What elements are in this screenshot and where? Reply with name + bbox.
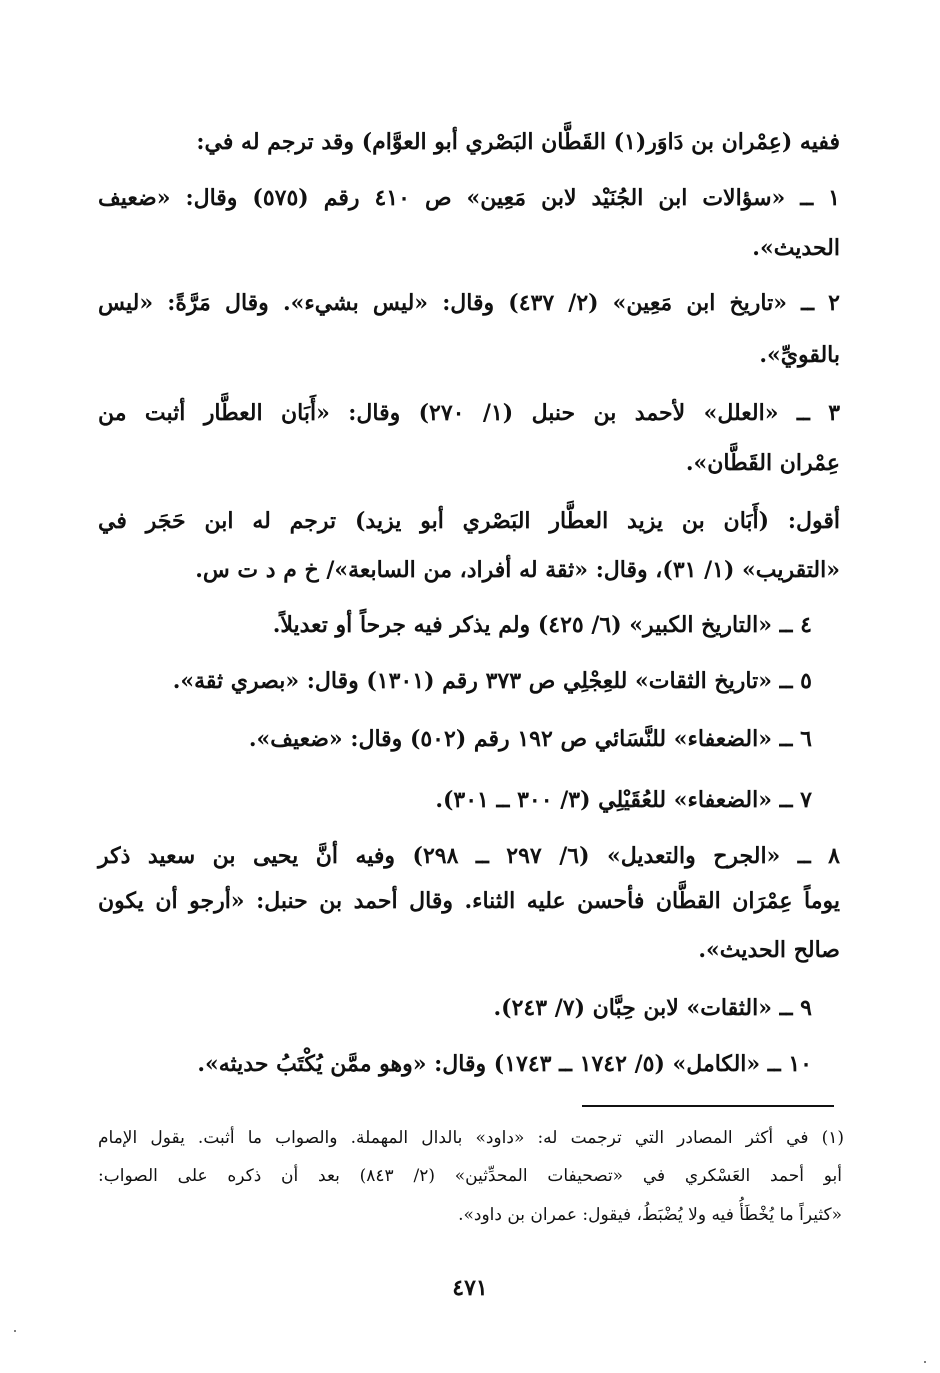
text-line-2: ١ ــ «سؤالات ابن الجُنَيْد لابن مَعِين» ص ٤١٠ رقم (٥٧٥) وقال: «ضعيف <box>98 185 840 211</box>
text-line-6: ٣ ــ «العلل» لأحمد بن حنبل (١/ ٢٧٠) وقال: «أَبَان العطَّار أثبت من <box>98 400 841 426</box>
text-line-5: بالقويِّ». <box>759 342 840 368</box>
text-line-16: صالح الحديث». <box>698 937 840 963</box>
footnote-line-2: أبو أحمد العَسْكري في «تصحيفات المحدِّثين» (٢/ ٨٤٣) بعد أن ذكره على الصواب: <box>98 1166 842 1186</box>
text-line-18: ١٠ ــ «الكامل» (٥/ ١٧٤٢ ــ ١٧٤٣) وقال: «وهو ممَّن يُكْتَبُ حديثه». <box>197 1051 812 1077</box>
text-line-12: ٦ ــ «الضعفاء» للنَّسَائي ص ١٩٢ رقم (٥٠٢) وقال: «ضعيف». <box>248 726 812 752</box>
text-line-9: «التقريب» (١/ ٣١)، وقال: «ثقة له أفراد، من السابعة»/ خ م د ت س. <box>195 557 840 583</box>
footnote-separator <box>582 1105 834 1107</box>
text-line-14: ٨ ــ «الجرح والتعديل» (٦/ ٢٩٧ ــ ٢٩٨) وفيه أنَّ يحيى بن سعيد ذكر <box>98 843 840 869</box>
scan-speck <box>924 1361 926 1363</box>
text-line-11: ٥ ــ «تاريخ الثقات» للعِجْلِي ص ٣٧٣ رقم (١٣٠١) وقال: «بصري ثقة». <box>172 668 812 694</box>
text-line-10: ٤ ــ «التاريخ الكبير» (٦/ ٤٢٥) ولم يذكر فيه جرحاً أو تعديلاً. <box>272 612 812 638</box>
footnote-line-3: «كثيراً ما يُخْطَأُ فيه ولا يُضْبَطُ، فيقول: عمران بن داود». <box>458 1205 842 1225</box>
text-line-13: ٧ ــ «الضعفاء» للعُقَيْلِي (٣/ ٣٠٠ ــ ٣٠١). <box>435 787 812 813</box>
text-line-15: يوماً عِمْرَان القطَّان فأحسن عليه الثناء. وقال أحمد بن حنبل: «أرجو أن يكون <box>98 888 840 914</box>
text-line-8: أقول: (أَبَان بن يزيد العطَّار البَصْري أبو يزيد) ترجم له ابن حَجَر في <box>98 508 840 534</box>
page-number: ٤٧١ <box>452 1275 488 1301</box>
text-line-1: ففيه (عِمْران بن دَاوَر(١) القَطَّان البَصْري أبو العوَّام) وقد ترجم له في: <box>196 129 840 155</box>
text-line-3: الحديث». <box>752 235 840 261</box>
text-line-4: ٢ ــ «تاريخ ابن مَعِين» (٢/ ٤٣٧) وقال: «ليس بشيء». وقال مَرَّةً: «ليس <box>98 290 840 316</box>
scan-speck <box>14 1330 16 1332</box>
text-line-7: عِمْران القَطَّان». <box>685 450 840 476</box>
footnote-line-1: (١) في أكثر المصادر التي ترجمت له: «داود» بالدال المهملة. والصواب ما أثبت. يقول الإمام <box>98 1128 844 1148</box>
text-line-17: ٩ ــ «الثقات» لابن حِبَّان (٧/ ٢٤٣). <box>493 995 812 1021</box>
